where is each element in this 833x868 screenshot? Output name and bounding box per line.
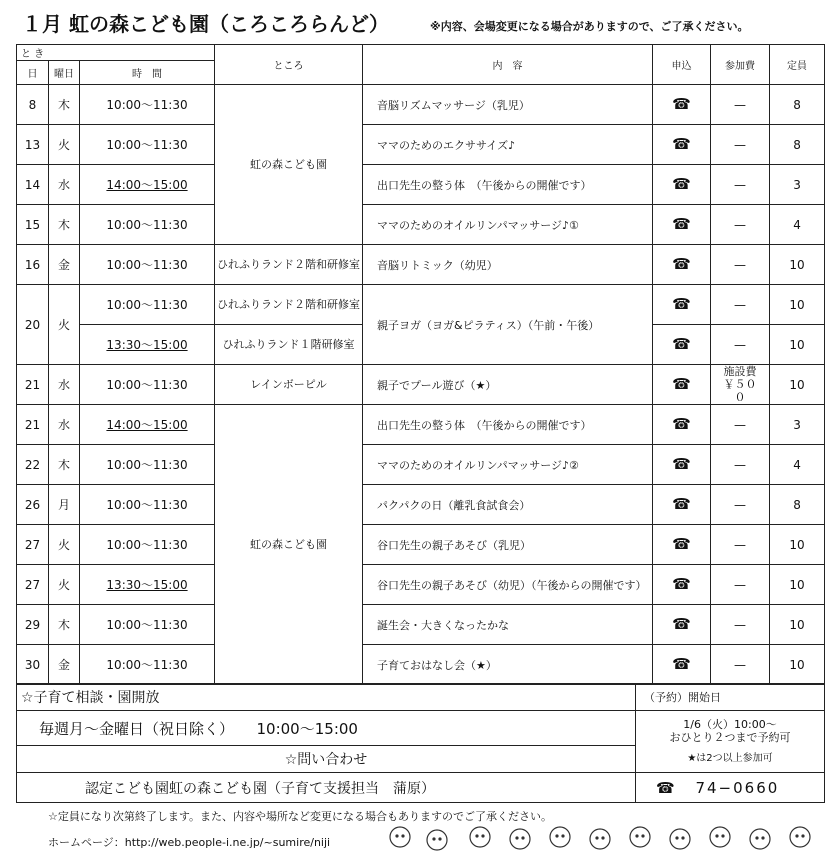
phone-icon: ☎ (653, 125, 711, 165)
footnote: ☆定員になり次第終了します。また、内容や場所など変更になる場合もありますのでご了承ください。 (48, 810, 552, 823)
row-day: 30 (17, 645, 49, 685)
character-icon (590, 829, 610, 849)
table-row (17, 205, 825, 245)
row-content: 子育ておはなし会（★） (363, 645, 653, 685)
row-capacity: 10 (770, 525, 825, 565)
phone-icon: ☎ (653, 365, 711, 405)
row-fee: — (711, 605, 770, 645)
character-icon (390, 827, 410, 847)
table-row (17, 485, 825, 525)
header-time: 時 間 (80, 61, 215, 85)
row-fee: — (711, 485, 770, 525)
table-row (17, 365, 825, 405)
row-content: 親子でプール遊び（★） (363, 365, 653, 405)
row-fee: — (711, 405, 770, 445)
row-place: レインボーピル (215, 365, 363, 405)
fee-label: 施設費 (723, 365, 757, 378)
row-weekday: 水 (49, 405, 80, 445)
header-fee: 参加費 (711, 45, 770, 85)
row-content: 出口先生の整う体 （午後からの開催です） (363, 165, 653, 205)
row-time: 13:30〜15:00 (80, 565, 215, 605)
phone-icon: ☎ (653, 485, 711, 525)
consult-title: ☆子育て相談・園開放 (17, 684, 636, 711)
row-fee: — (711, 325, 770, 365)
character-icon (790, 827, 810, 847)
reserve-limit: おひとり２つまで予約可 (669, 731, 791, 744)
row-fee: — (711, 645, 770, 685)
table-row (17, 605, 825, 645)
phone-icon: ☎ (653, 605, 711, 645)
row-content: 音脳リズムマッサージ（乳児） (363, 85, 653, 125)
row-capacity: 10 (770, 245, 825, 285)
inquiry-title: ☆問い合わせ (17, 746, 636, 773)
row-weekday: 月 (49, 485, 80, 525)
header-apply: 申込 (653, 45, 711, 85)
phone-icon: ☎ (653, 325, 711, 365)
phone-icon: ☎ (653, 205, 711, 245)
phone-icon: ☎ (653, 565, 711, 605)
row-place: ひれふりランド１階研修室 (215, 325, 363, 365)
row-fee: — (711, 565, 770, 605)
row-day: 21 (17, 365, 49, 405)
row-weekday: 水 (49, 165, 80, 205)
table-row (17, 405, 825, 445)
row-capacity: 10 (770, 365, 825, 405)
row-time: 10:00〜11:30 (80, 245, 215, 285)
schedule-table (16, 44, 825, 685)
phone-icon: ☎ (653, 405, 711, 445)
row-day: 21 (17, 405, 49, 445)
row-capacity: 4 (770, 445, 825, 485)
phone-icon: ☎ (653, 445, 711, 485)
table-row (17, 85, 825, 125)
row-weekday: 火 (49, 565, 80, 605)
info-footer (16, 683, 825, 803)
row-place: ひれふりランド２階和研修室 (215, 285, 363, 325)
row-weekday: 木 (49, 445, 80, 485)
row-day: 15 (17, 205, 49, 245)
consult-hours: 毎週月〜金曜日（祝日除く） 10:00〜15:00 (17, 711, 636, 746)
row-day: 27 (17, 565, 49, 605)
row-fee: — (711, 525, 770, 565)
character-icon (470, 827, 490, 847)
row-time: 10:00〜11:30 (80, 365, 215, 405)
header-content: 内 容 (363, 45, 653, 85)
header-place: ところ (215, 45, 363, 85)
header-day: 日 (17, 61, 49, 85)
row-weekday: 金 (49, 645, 80, 685)
row-fee: — (711, 285, 770, 325)
row-content: ママのためのオイルリンパマッサージ♪① (363, 205, 653, 245)
page-title: １月 虹の森こども園（ころころらんど） (22, 12, 389, 36)
row-time: 14:00〜15:00 (80, 165, 215, 205)
row-place: 虹の森こども園 (215, 405, 363, 685)
table-row (17, 245, 825, 285)
row-capacity: 3 (770, 165, 825, 205)
table-row (17, 525, 825, 565)
row-fee: — (711, 125, 770, 165)
row-weekday: 木 (49, 205, 80, 245)
character-icon (670, 829, 690, 849)
row-content: 親子ヨガ（ヨガ&ピラティス）（午前・午後） (363, 285, 653, 365)
reserve-info (636, 711, 825, 773)
character-icon (427, 830, 447, 850)
reserve-title: （予約）開始日 (636, 684, 825, 711)
row-day: 26 (17, 485, 49, 525)
row-weekday: 火 (49, 285, 80, 365)
header-toki: と き (17, 45, 215, 61)
row-day: 20 (17, 285, 49, 365)
row-weekday: 水 (49, 365, 80, 405)
row-time: 14:00〜15:00 (80, 405, 215, 445)
table-row (17, 285, 825, 325)
row-capacity: 4 (770, 205, 825, 245)
table-row (17, 165, 825, 205)
org-name: 認定こども園虹の森こども園（子育て支援担当 蒲原） (17, 773, 636, 803)
phone-icon: ☎ (653, 525, 711, 565)
row-place: 虹の森こども園 (215, 85, 363, 245)
character-illustrations (385, 824, 825, 862)
phone-icon: ☎ (653, 645, 711, 685)
row-fee: — (711, 205, 770, 245)
row-weekday: 火 (49, 125, 80, 165)
row-content: 谷口先生の親子あそび（幼児）（午後からの開催です） (363, 565, 653, 605)
row-place: ひれふりランド２階和研修室 (215, 245, 363, 285)
phone-number: 74−0660 (695, 778, 780, 797)
row-fee: — (711, 85, 770, 125)
row-capacity: 10 (770, 285, 825, 325)
row-content: ママのためのオイルリンパマッサージ♪② (363, 445, 653, 485)
row-time: 10:00〜11:30 (80, 485, 215, 525)
row-time: 13:30〜15:00 (80, 325, 215, 365)
character-icon (550, 827, 570, 847)
row-weekday: 火 (49, 525, 80, 565)
row-capacity: 10 (770, 565, 825, 605)
table-row (17, 125, 825, 165)
row-day: 22 (17, 445, 49, 485)
character-icon (750, 829, 770, 849)
reserve-start: 1/6（火）10:00〜 (683, 718, 777, 731)
character-icon (510, 829, 530, 849)
row-capacity: 8 (770, 485, 825, 525)
header-note: ※内容、会場変更になる場合がありますので、ご了承ください。 (430, 20, 749, 33)
row-time: 10:00〜11:30 (80, 525, 215, 565)
row-fee: — (711, 445, 770, 485)
row-weekday: 木 (49, 605, 80, 645)
header-weekday: 曜日 (49, 61, 80, 85)
row-capacity: 8 (770, 125, 825, 165)
homepage-link[interactable]: ホームページ：http://web.people-i.ne.jp/~sumire/niji (48, 836, 331, 849)
row-fee (711, 365, 770, 405)
row-content: パクパクの日（離乳食試食会） (363, 485, 653, 525)
row-time: 10:00〜11:30 (80, 205, 215, 245)
row-weekday: 木 (49, 85, 80, 125)
header-capacity: 定員 (770, 45, 825, 85)
row-capacity: 3 (770, 405, 825, 445)
row-capacity: 10 (770, 605, 825, 645)
row-content: 誕生会・大きくなったかな (363, 605, 653, 645)
row-day: 14 (17, 165, 49, 205)
table-row (17, 645, 825, 685)
row-time: 10:00〜11:30 (80, 285, 215, 325)
row-fee: — (711, 165, 770, 205)
phone-icon: ☎ (653, 165, 711, 205)
row-day: 29 (17, 605, 49, 645)
row-time: 10:00〜11:30 (80, 645, 215, 685)
fee-amount: ￥５０ (723, 378, 757, 391)
row-time: 10:00〜11:30 (80, 605, 215, 645)
row-content: 出口先生の整う体 （午後からの開催です） (363, 405, 653, 445)
table-row (17, 565, 825, 605)
phone-icon: ☎ (653, 285, 711, 325)
phone-icon: ☎ (653, 245, 711, 285)
row-content: ママのためのエクササイズ♪ (363, 125, 653, 165)
row-day: 16 (17, 245, 49, 285)
row-capacity: 10 (770, 325, 825, 365)
row-fee: — (711, 245, 770, 285)
phone-icon: ☎ (653, 85, 711, 125)
reserve-note: ★は2つ以上参加可 (687, 753, 773, 764)
character-icon (630, 827, 650, 847)
row-day: 13 (17, 125, 49, 165)
row-day: 8 (17, 85, 49, 125)
table-row (17, 445, 825, 485)
character-icon (710, 827, 730, 847)
contact-phone (636, 773, 825, 803)
row-content: 谷口先生の親子あそび（乳児） (363, 525, 653, 565)
row-capacity: 10 (770, 645, 825, 685)
row-day: 27 (17, 525, 49, 565)
row-time: 10:00〜11:30 (80, 85, 215, 125)
row-time: 10:00〜11:30 (80, 445, 215, 485)
row-content: 音脳リトミック（幼児） (363, 245, 653, 285)
row-time: 10:00〜11:30 (80, 125, 215, 165)
row-capacity: 8 (770, 85, 825, 125)
row-weekday: 金 (49, 245, 80, 285)
fee-amount-cont: ０ (734, 391, 746, 404)
phone-icon: ☎ (656, 778, 677, 797)
